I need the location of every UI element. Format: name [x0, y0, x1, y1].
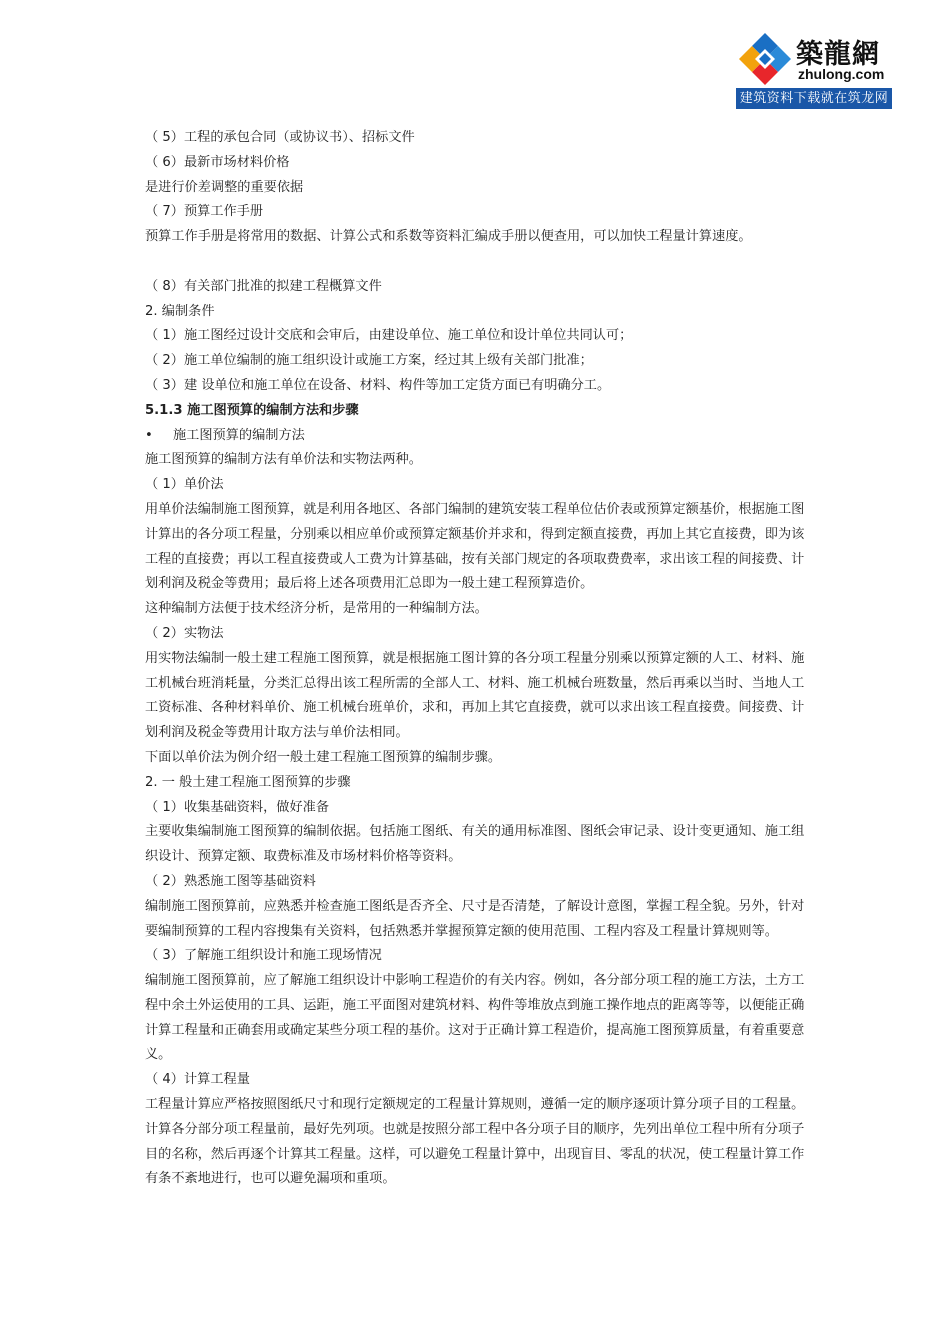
- paragraph: 2. 一 般土建工程施工图预算的步骤: [145, 774, 351, 790]
- paragraph: （ 3）了解施工组织设计和施工现场情况: [145, 948, 382, 964]
- zhulong-logo: [736, 30, 892, 110]
- section-heading: 5.1.3 施工图预算的编制方法和步骤: [145, 402, 359, 418]
- paragraph: 是进行价差调整的重要依据: [145, 179, 304, 195]
- paragraph: （ 2）施工单位编制的施工组织设计或施工方案，经过其上级有关部门批准；: [145, 353, 593, 369]
- paragraph: 编制施工图预算前，应熟悉并检查施工图纸是否齐全、尺寸是否清楚，了解设计意图，掌握工程全貌。另外，针对要编制预算的工程内容搜集有关资料，包括熟悉并掌握预算定额的使用范围、工程内容及工程量计算规则等。: [145, 898, 805, 939]
- bullet-icon: •: [145, 427, 153, 443]
- paragraph: 用实物法编制一般土建工程施工图预算，就是根据施工图计算的各分项工程量分别乘以预算定额的人工、材料、施工机械台班消耗量，分类汇总得出该工程所需的全部人工、材料、施工机械台班数量，然后再乘以当时、当地人工工资标准、各种材料单价、施工机械台班单价，求和，再加上其它直接费，就可以求出该工程直接费。间接费、计划利润及税金等费用计取方法与单价法相同。: [145, 650, 805, 741]
- paragraph: 编制施工图预算前，应了解施工组织设计中影响工程造价的有关内容。例如，各分部分项工程的施工方法，土方工程中余土外运使用的工具、运距，施工平面图对建筑材料、构件等堆放点到施工操作地点的距离等等，以便能正确计算工程量和正确套用或确定某些分项工程的基价。这对于正确计算工程造价，提高施工图预算质量，有着重要意义。: [145, 973, 805, 1063]
- paragraph: 用单价法编制施工图预算，就是利用各地区、各部门编制的建筑安装工程单位估价表或预算定额基价，根据施工图计算出的各分项工程量，分别乘以相应单价或预算定额基价并求和，得到定额直接费，再加上其它直接费，即为该工程的直接费；再以工程直接费或人工费为计算基础，按有关部门规定的各项取费费率，求出该工程的间接费、计划利润及税金等费用；最后将上述各项费用汇总即为一般土建工程预算造价。: [145, 501, 805, 592]
- paragraph: （ 8）有关部门批准的拟建工程概算文件: [145, 278, 382, 294]
- paragraph: （ 1）收集基础资料，做好准备: [145, 799, 330, 815]
- logo-domain: zhulong.com: [798, 66, 885, 82]
- logo-chinese-name: 築龍網: [796, 39, 880, 70]
- paragraph: 这种编制方法便于技术经济分析，是常用的一种编制方法。: [145, 601, 488, 617]
- bullet-text: 施工图预算的编制方法: [173, 427, 305, 443]
- paragraph: （ 4）计算工程量: [145, 1072, 250, 1088]
- paragraph: （ 1）施工图经过设计交底和会审后，由建设单位、施工单位和设计单位共同认可；: [145, 328, 633, 344]
- paragraph: （ 6）最新市场材料价格: [145, 154, 290, 170]
- logo-banner: 建筑资料下载就在筑龙网: [736, 88, 892, 109]
- paragraph: 预算工作手册是将常用的数据、计算公式和系数等资料汇编成手册以便查用，可以加快工程量计算速度。: [145, 229, 752, 245]
- document-body: [145, 126, 817, 1192]
- paragraph: （ 2）熟悉施工图等基础资料: [145, 873, 316, 889]
- paragraph: 工程量计算应严格按照图纸尺寸和现行定额规定的工程量计算规则，遵循一定的顺序逐项计算分项子目的工程量。计算各分部分项工程量前，最好先列项。也就是按照分部工程中各分项子目的顺序，先列出单位工程中所有分项子目的名称，然后再逐个计算其工程量。这样，可以避免工程量计算中，出现盲目、零乱的状况，使工程量计算工作有条不紊地进行，也可以避免漏项和重项。: [145, 1097, 805, 1187]
- paragraph: 主要收集编制施工图预算的编制依据。包括施工图纸、有关的通用标准图、图纸会审记录、设计变更通知、施工组织设计、预算定额、取费标准及市场材料价格等资料。: [145, 824, 805, 865]
- paragraph: （ 5）工程的承包合同（或协议书）、招标文件: [145, 130, 415, 145]
- paragraph: （ 7）预算工作手册: [145, 204, 264, 220]
- paragraph: （ 1）单价法: [145, 477, 224, 493]
- paragraph: （ 3）建 设单位和施工单位在设备、材料、构件等加工定货方面已有明确分工。: [145, 377, 611, 393]
- paragraph: （ 2）实物法: [145, 625, 224, 641]
- bullet-item: [145, 424, 817, 449]
- paragraph: 2. 编制条件: [145, 303, 215, 319]
- logo-mark-icon: [738, 32, 792, 86]
- paragraph: 下面以单价法为例介绍一般土建工程施工图预算的编制步骤。: [145, 749, 502, 765]
- paragraph: 施工图预算的编制方法有单价法和实物法两种。: [145, 452, 422, 468]
